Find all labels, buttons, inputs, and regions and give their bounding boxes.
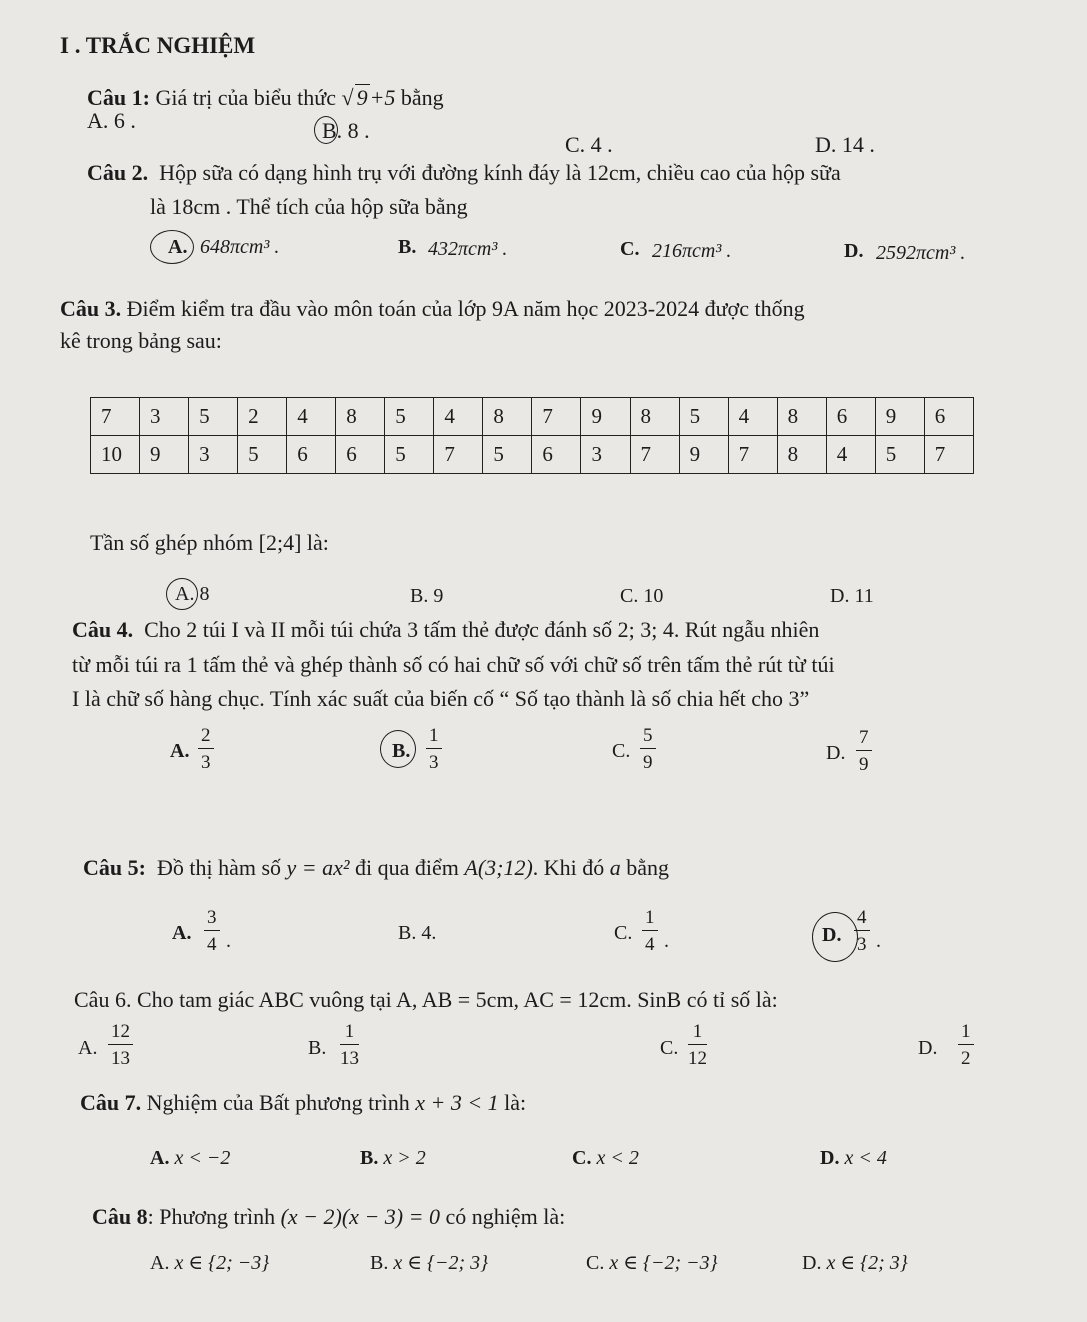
q4-option-d-letter: D. (826, 742, 846, 764)
q2-option-b-value: 432πcm³ . (428, 238, 508, 260)
q2-text-2: là 18cm . Thể tích của hộp sữa bằng (150, 194, 468, 219)
q7-text-a: Nghiệm của Bất phương trình (146, 1090, 410, 1115)
q5-answer-circle (812, 912, 858, 962)
q8-option-d (802, 1250, 908, 1275)
q6-option-d-letter: D. (918, 1037, 938, 1059)
q5-option-d-numerator: 4 (854, 908, 870, 931)
q1-expr-tail: +5 (369, 85, 396, 110)
q8-option-c-letter: C. (586, 1252, 605, 1274)
table-row (91, 398, 974, 436)
q3-option-a: A. 8 (175, 583, 210, 605)
q6-option-c-fraction (688, 1022, 707, 1068)
q6-option-a-numerator: 12 (108, 1022, 133, 1045)
q2-line-1 (87, 160, 841, 186)
q4-text-1: Cho 2 túi I và II mỗi túi chứa 3 tấm thẻ được đánh số 2; 3; 4. Rút ngẫu nhiên (144, 617, 820, 642)
table-cell: 6 (336, 436, 385, 474)
q7-option-a (150, 1147, 230, 1170)
q5-line (83, 855, 669, 881)
table-cell: 8 (630, 398, 679, 436)
table-cell: 6 (287, 436, 336, 474)
table-row (91, 436, 974, 474)
q8-option-a-value: x ∈ {2; −3} (174, 1252, 270, 1274)
q2-option-a-letter: A. (168, 236, 188, 258)
q1-radicand: 9 (356, 85, 368, 110)
q5-label: Câu 5: (83, 855, 146, 880)
q1-text-a: Giá trị của biểu thức (155, 85, 336, 110)
table-cell: 7 (728, 436, 777, 474)
q8-text-b: có nghiệm là: (445, 1204, 566, 1229)
q4-text-2: từ mỗi túi ra 1 tấm thẻ và ghép thành số có hai chữ số với chữ số trên tấm thẻ rút từ túi (72, 652, 835, 677)
table-cell: 5 (385, 436, 434, 474)
q1-expression (341, 85, 395, 110)
table-cell: 9 (581, 398, 630, 436)
q8-option-d-value: x ∈ {2; 3} (826, 1252, 908, 1274)
q7-label: Câu 7. (80, 1090, 142, 1115)
q1-label: Câu 1: (87, 85, 150, 110)
q7-option-c-letter: C. (572, 1147, 592, 1169)
table-cell: 3 (189, 436, 238, 474)
q6-option-b-numerator: 1 (340, 1022, 359, 1045)
q1-option-b: B. 8 . (322, 118, 370, 143)
q8-option-d-letter: D. (802, 1252, 822, 1274)
table-cell: 3 (581, 436, 630, 474)
q4-option-c-fraction (640, 726, 656, 772)
q8-option-a-letter: A. (150, 1252, 170, 1274)
table-cell: 4 (434, 398, 483, 436)
q4-option-b-numerator: 1 (426, 726, 442, 749)
q4-option-b-letter: B. (392, 740, 411, 762)
q6-option-c-letter: C. (660, 1037, 679, 1059)
table-cell: 7 (630, 436, 679, 474)
q4-line-1 (72, 617, 819, 643)
q7-option-b-value: x > 2 (383, 1147, 426, 1169)
q4-option-b-denominator: 3 (429, 752, 439, 773)
q7-option-b (360, 1147, 426, 1170)
table-cell: 7 (924, 436, 973, 474)
q5-point: A(3;12) (464, 855, 533, 880)
q1-option-d: D. 14 . (815, 132, 875, 157)
q5-text-b: đi qua điểm (355, 855, 459, 880)
q6-option-d-denominator: 2 (961, 1048, 971, 1069)
table-cell: 5 (385, 398, 434, 436)
q1-radical-sign: √ (341, 85, 354, 110)
q5-text-d: bằng (626, 855, 670, 880)
q5-option-d-dot: . (876, 930, 881, 952)
q5-option-c-fraction (642, 908, 658, 954)
q7-line (80, 1090, 526, 1116)
q4-option-c-denominator: 9 (643, 752, 653, 773)
table-cell: 9 (140, 436, 189, 474)
q5-option-d-fraction (854, 908, 870, 954)
q1-line (87, 84, 444, 111)
q5-option-c-denominator: 4 (645, 934, 655, 955)
q5-var: a (609, 855, 621, 880)
q4-label: Câu 4. (72, 617, 134, 642)
q7-text-b: là: (504, 1090, 527, 1115)
table-cell: 9 (875, 398, 924, 436)
q7-option-a-letter: A. (150, 1147, 170, 1169)
table-cell: 10 (91, 436, 140, 474)
q3-question: Tần số ghép nhóm [2;4] là: (90, 530, 329, 555)
table-cell: 3 (140, 398, 189, 436)
q5-option-c-letter: C. (614, 922, 633, 944)
q7-option-c-value: x < 2 (596, 1147, 639, 1169)
q4-text-3: I là chữ số hàng chục. Tính xác suất của biến cố “ Số tạo thành là số chia hết cho 3” (72, 686, 810, 711)
table-cell: 8 (483, 398, 532, 436)
q3-text-2: kê trong bảng sau: (60, 328, 222, 353)
section-title: I . TRẮC NGHIỆM (60, 33, 256, 58)
q2-option-b-letter: B. (398, 236, 417, 258)
q2-label: Câu 2. (87, 160, 149, 185)
q8-label: Câu 8 (92, 1204, 148, 1229)
q5-text-c: . Khi đó (532, 855, 605, 880)
q5-function: y = ax² (286, 855, 350, 880)
q4-option-d-numerator: 7 (856, 728, 872, 751)
q6-option-b-denominator: 13 (340, 1048, 359, 1069)
q2-option-a-value: 648πcm³ . (200, 236, 280, 258)
q4-option-c-numerator: 5 (640, 726, 656, 749)
table-cell: 7 (532, 398, 581, 436)
q1-text-b: bằng (400, 85, 444, 110)
q5-option-c-numerator: 1 (642, 908, 658, 931)
q7-option-d-letter: D. (820, 1147, 840, 1169)
q5-option-a-dot: . (226, 930, 231, 952)
q8-expression: (x − 2)(x − 3) = 0 (280, 1204, 440, 1229)
q4-option-d-denominator: 9 (859, 754, 869, 775)
q6-option-d-numerator: 1 (958, 1022, 974, 1045)
q7-option-d-value: x < 4 (844, 1147, 887, 1169)
score-table (90, 397, 974, 474)
q7-option-c (572, 1147, 639, 1170)
q5-option-a-fraction (204, 908, 220, 954)
table-cell: 7 (434, 436, 483, 474)
q8-option-c-value: x ∈ {−2; −3} (609, 1252, 718, 1274)
table-cell: 4 (728, 398, 777, 436)
q4-option-a-denominator: 3 (201, 752, 211, 773)
q4-option-a-fraction (198, 726, 214, 772)
q5-option-c-dot: . (664, 930, 669, 952)
q5-option-d-denominator: 3 (857, 934, 867, 955)
q8-option-b (370, 1250, 488, 1275)
table-cell: 6 (826, 398, 875, 436)
q3-answer-circle (166, 578, 198, 610)
q8-option-c (586, 1250, 718, 1275)
q3-text-1: Điểm kiểm tra đầu vào môn toán của lớp 9A năm học 2023-2024 được thống (126, 296, 805, 321)
q8-line (92, 1204, 565, 1230)
q6-option-b-fraction (340, 1022, 359, 1068)
q7-option-a-value: x < −2 (174, 1147, 231, 1169)
table-cell: 6 (924, 398, 973, 436)
table-cell: 8 (777, 398, 826, 436)
q3-option-c: C. 10 (620, 585, 664, 607)
q2-text-1: Hộp sữa có dạng hình trụ với đường kính đáy là 12cm, chiều cao của hộp sữa (159, 160, 841, 185)
q6-option-c-denominator: 12 (688, 1048, 707, 1069)
q3-option-b: B. 9 (410, 585, 444, 607)
q5-option-a-denominator: 4 (207, 934, 217, 955)
table-cell: 8 (777, 436, 826, 474)
q5-option-a-numerator: 3 (204, 908, 220, 931)
q1-option-c: C. 4 . (565, 132, 613, 157)
q4-option-c-letter: C. (612, 740, 631, 762)
q6-option-a-fraction (108, 1022, 133, 1068)
q1-option-a: A. 6 . (87, 108, 136, 133)
q3-line-1 (60, 296, 805, 322)
q6-option-d-fraction (958, 1022, 974, 1068)
q7-option-b-letter: B. (360, 1147, 379, 1169)
q3-label: Câu 3. (60, 296, 122, 321)
q2-option-c-letter: C. (620, 238, 640, 260)
q8-text-a: : Phương trình (147, 1204, 276, 1229)
q2-option-d-value: 2592πcm³ . (876, 242, 966, 264)
q6-option-a-letter: A. (78, 1037, 98, 1059)
q8-option-b-letter: B. (370, 1252, 389, 1274)
table-cell: 5 (875, 436, 924, 474)
q3-option-d: D. 11 (830, 585, 874, 607)
q4-answer-circle (380, 730, 416, 768)
table-cell: 5 (189, 398, 238, 436)
table-cell: 4 (287, 398, 336, 436)
table-cell: 2 (238, 398, 287, 436)
q5-option-a-letter: A. (172, 922, 192, 944)
q6-option-b-letter: B. (308, 1037, 327, 1059)
q8-option-a (150, 1250, 269, 1275)
q4-option-b-fraction (426, 726, 442, 772)
q4-option-a-letter: A. (170, 740, 190, 762)
table-cell: 5 (483, 436, 532, 474)
q7-option-d (820, 1147, 887, 1170)
q5-text-a: Đồ thị hàm số (156, 855, 282, 880)
q4-option-a-numerator: 2 (198, 726, 214, 749)
q2-answer-circle (150, 230, 194, 264)
table-cell: 6 (532, 436, 581, 474)
table-cell: 5 (238, 436, 287, 474)
q6-text: Câu 6. Cho tam giác ABC vuông tại A, AB = 5cm, AC = 12cm. SinB có tỉ số là: (74, 987, 778, 1012)
table-cell: 8 (336, 398, 385, 436)
q4-option-d-fraction (856, 728, 872, 774)
table-cell: 9 (679, 436, 728, 474)
table-cell: 4 (826, 436, 875, 474)
q1-answer-circle (314, 116, 338, 144)
table-cell: 7 (91, 398, 140, 436)
q2-option-d-letter: D. (844, 240, 864, 262)
table-cell: 5 (679, 398, 728, 436)
q5-option-b: B. 4. (398, 922, 437, 944)
q8-option-b-value: x ∈ {−2; 3} (393, 1252, 489, 1274)
q6-option-c-numerator: 1 (688, 1022, 707, 1045)
q6-option-a-denominator: 13 (111, 1048, 130, 1069)
q5-option-d-letter: D. (822, 924, 842, 946)
q2-option-c-value: 216πcm³ . (652, 240, 732, 262)
q7-expression: x + 3 < 1 (415, 1090, 499, 1115)
